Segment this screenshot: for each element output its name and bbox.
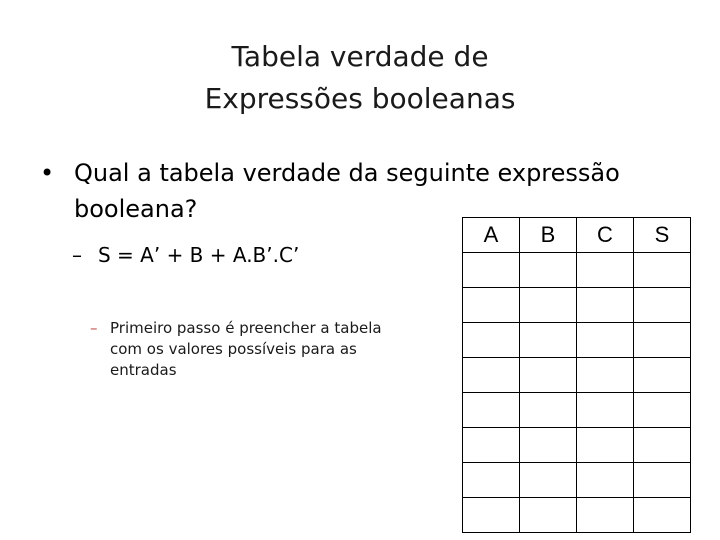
table-cell: [463, 498, 520, 533]
table-row: [463, 393, 691, 428]
table-cell: [634, 358, 691, 393]
table-cell: [463, 463, 520, 498]
table-cell: [520, 498, 577, 533]
column-header-c: C: [577, 218, 634, 253]
column-header-b: B: [520, 218, 577, 253]
table-cell: [520, 393, 577, 428]
table-cell: [520, 358, 577, 393]
expression-text: S = A’ + B + A.B’.C’: [98, 243, 300, 267]
table-row: [463, 323, 691, 358]
table-cell: [463, 253, 520, 288]
column-header-a: A: [463, 218, 520, 253]
table-cell: [463, 323, 520, 358]
table-cell: [520, 428, 577, 463]
slide-title-line-1: Tabela verdade de: [231, 40, 489, 73]
truth-table-body: [463, 253, 691, 533]
table-cell: [634, 428, 691, 463]
table-cell: [577, 323, 634, 358]
table-cell: [577, 428, 634, 463]
table-cell: [577, 463, 634, 498]
truth-table-header-row: [463, 218, 691, 253]
table-row: [463, 428, 691, 463]
truth-table: [462, 217, 691, 533]
first-step-text: Primeiro passo é preencher a tabela com os valores possíveis para as entradas: [110, 319, 382, 379]
slide-title-line-2: Expressões booleanas: [204, 82, 516, 115]
table-cell: [577, 393, 634, 428]
table-cell: [577, 253, 634, 288]
table-cell: [520, 288, 577, 323]
table-cell: [520, 463, 577, 498]
table-cell: [577, 498, 634, 533]
table-cell: [634, 323, 691, 358]
table-cell: [463, 288, 520, 323]
table-row: [463, 288, 691, 323]
table-cell: [634, 498, 691, 533]
table-row: [463, 463, 691, 498]
table-cell: [577, 288, 634, 323]
table-cell: [634, 288, 691, 323]
slide-title: [0, 36, 720, 120]
table-row: [463, 253, 691, 288]
table-cell: [634, 253, 691, 288]
table-cell: [463, 393, 520, 428]
table-cell: [634, 463, 691, 498]
table-row: [463, 498, 691, 533]
table-row: [463, 358, 691, 393]
table-cell: [520, 323, 577, 358]
column-header-s: S: [634, 218, 691, 253]
bullet-dash-marker: –: [72, 243, 82, 267]
bullet-question-text: Qual a tabela verdade da seguinte expressão booleana?: [74, 159, 620, 223]
bullet-dash-marker-small: –: [90, 319, 98, 337]
bullet-marker: •: [40, 159, 55, 187]
table-cell: [577, 358, 634, 393]
table-cell: [520, 253, 577, 288]
table-cell: [634, 393, 691, 428]
table-cell: [463, 358, 520, 393]
table-cell: [463, 428, 520, 463]
